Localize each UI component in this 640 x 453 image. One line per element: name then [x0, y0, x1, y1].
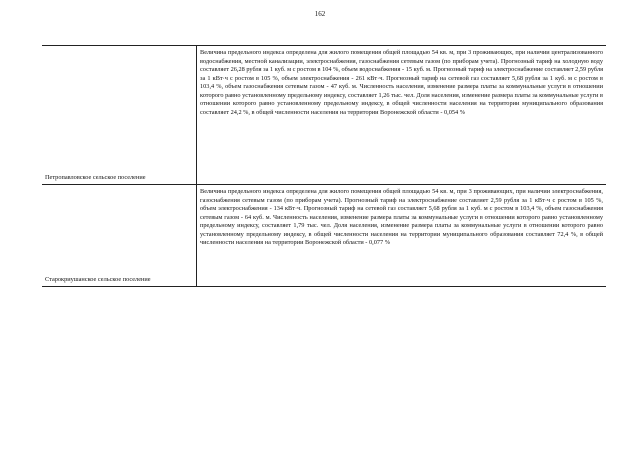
settlement-name-cell: Петропавловское сельское поселение — [45, 174, 146, 181]
settlement-name-cell: Старокриушанское сельское поселение — [45, 276, 151, 283]
table-row — [42, 46, 606, 185]
column-divider — [196, 46, 197, 184]
index-description-cell: Величина предельного индекса определена для жилого помещения общей площадью 54 кв. м, при 3 проживающих, при наличии централизованного водоснабжения, местной канализации, электроснабжения, газоснабжения сетевым газом (по приборам учета). Прогнозный тариф на холодную воду составляет 26,28 рубля за 1 куб. м с ростом в 104 %, объем водоснабжения - 15 куб. м. Прогнозный тариф на электроснабжение составляет 2,59 рубля за 1 кВт·ч с ростом в 105 %, объем электроснабжения - 261 кВт·ч. Прогнозный тариф на сетевой газ составляет 5,68 рубля за 1 куб. м с ростом в 103,4 %, объем газоснабжения сетевым газом - 47 куб. м. Численность населения, изменение размера платы за коммунальные услуги в отношении которого равно установленному предельному индексу, составляет 1,26 тыс. чел. Доля населения, изменение размера платы за коммунальные услуги в отношении которого равно установленному предельному индексу, в общей численности населения на территории муниципального образования составляет 24,2 %, в общей численности населения на территории Воронежской области - 0,054 % — [200, 49, 603, 116]
settlements-table — [42, 45, 606, 287]
page-number: 162 — [314, 10, 326, 18]
table-row — [42, 185, 606, 286]
column-divider — [196, 185, 197, 286]
index-description-cell: Величина предельного индекса определена для жилого помещения общей площадью 54 кв. м, при 3 проживающих, при наличии электроснабжения, газоснабжения сетевым газом (по приборам учета). Прогнозный тариф на электроснабжение составляет 2,59 рубля за 1 кВт·ч с ростом в 105 %, объем электроснабжения - 134 кВт·ч. Прогнозный тариф на сетевой газ составляет 5,68 рубля за 1 куб. м с ростом в 103,4 %, объем газоснабжения сетевым газом - 64 куб. м. Численность населения, изменение размера платы за коммунальные услуги в отношении которого равно установленному предельному индексу, составляет 1,79 тыс. чел. Доля населения, изменение размера платы за коммунальные услуги в отношении которого равно установленному предельному индексу, в общей численности населения на территории муниципального образования составляет 72,4 %, в общей численности населения на территории Воронежской области - 0,077 % — [200, 188, 603, 246]
